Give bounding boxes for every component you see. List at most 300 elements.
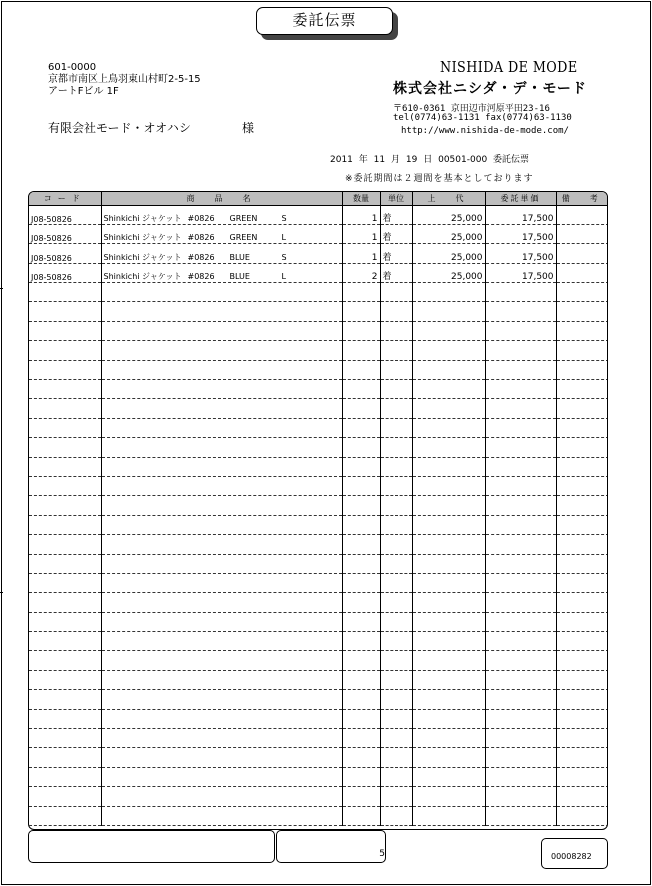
product-name: Shinkichi ジャケット (103, 252, 182, 262)
customer-postal: 601-0000 (48, 62, 97, 73)
empty-cell (29, 535, 101, 554)
company-name: 株式会社ニシダ・デ・モード (393, 81, 587, 97)
empty-cell (101, 612, 342, 631)
table-row-empty (29, 438, 608, 457)
cell-unit: 着 (380, 224, 412, 243)
empty-cell (101, 418, 342, 437)
empty-cell (556, 806, 608, 825)
product-model: #0826 (187, 252, 215, 262)
empty-cell (380, 632, 412, 651)
product-size: S (281, 252, 287, 262)
product-model: #0826 (187, 233, 215, 243)
slip-doc-number: 00501-000 (438, 155, 488, 165)
empty-cell (380, 748, 412, 767)
empty-cell (485, 418, 556, 437)
empty-cell (342, 632, 380, 651)
empty-cell (101, 787, 342, 806)
empty-cell (485, 709, 556, 728)
empty-cell (29, 321, 101, 340)
empty-cell (412, 399, 485, 418)
empty-cell (556, 573, 608, 592)
items-table (28, 191, 608, 830)
company-phone: tel(0774)63-1131 fax(0774)63-1130 (393, 113, 572, 123)
empty-cell (485, 729, 556, 748)
empty-cell (342, 806, 380, 825)
empty-cell (342, 360, 380, 379)
year-label: 年 (358, 155, 368, 165)
empty-cell (485, 496, 556, 515)
empty-cell (380, 360, 412, 379)
empty-cell (101, 806, 342, 825)
empty-cell (556, 767, 608, 786)
col-header-price: 委託単価 (485, 192, 556, 205)
empty-cell (342, 787, 380, 806)
empty-cell (101, 476, 342, 495)
cell-qty: 1 (342, 244, 380, 263)
empty-cell (29, 670, 101, 689)
empty-cell (412, 457, 485, 476)
empty-cell (101, 515, 342, 534)
empty-cell (342, 476, 380, 495)
table-row-empty (29, 748, 608, 767)
empty-cell (412, 670, 485, 689)
empty-cell (485, 380, 556, 399)
empty-cell (485, 748, 556, 767)
empty-cell (101, 554, 342, 573)
empty-cell (380, 418, 412, 437)
empty-cell (380, 283, 412, 302)
empty-cell (412, 612, 485, 631)
table-row-empty (29, 787, 608, 806)
empty-cell (342, 670, 380, 689)
empty-cell (29, 709, 101, 728)
empty-cell (412, 341, 485, 360)
empty-cell (485, 535, 556, 554)
cell-remarks (556, 224, 608, 243)
empty-cell (342, 380, 380, 399)
table-header-row (29, 192, 608, 205)
empty-cell (29, 748, 101, 767)
empty-cell (556, 476, 608, 495)
empty-cell (485, 787, 556, 806)
slip-date-line (330, 152, 529, 165)
product-color: GREEN (229, 213, 258, 223)
table-row-empty (29, 612, 608, 631)
empty-cell (101, 632, 342, 651)
empty-cell (556, 515, 608, 534)
punch-mark (0, 592, 3, 593)
cell-price: 17,500 (485, 263, 556, 282)
empty-cell (380, 612, 412, 631)
empty-cell (380, 302, 412, 321)
empty-cell (485, 476, 556, 495)
month-label: 月 (391, 155, 401, 165)
empty-cell (342, 399, 380, 418)
empty-cell (412, 632, 485, 651)
cell-remarks (556, 205, 608, 224)
empty-cell (412, 496, 485, 515)
empty-cell (380, 593, 412, 612)
empty-cell (101, 283, 342, 302)
footer-box-left (28, 830, 275, 863)
table-row (29, 205, 608, 224)
empty-cell (412, 573, 485, 592)
empty-cell (29, 729, 101, 748)
table-row-empty (29, 729, 608, 748)
empty-cell (412, 806, 485, 825)
empty-cell (556, 593, 608, 612)
punch-mark (0, 288, 3, 289)
empty-cell (101, 321, 342, 340)
brand-logo: NISHIDA DE MODE (440, 58, 578, 76)
empty-cell (342, 651, 380, 670)
empty-cell (485, 283, 556, 302)
empty-cell (380, 709, 412, 728)
empty-cell (29, 573, 101, 592)
empty-cell (29, 302, 101, 321)
empty-cell (29, 380, 101, 399)
empty-cell (342, 438, 380, 457)
product-model: #0826 (187, 213, 215, 223)
total-quantity: 5 (379, 849, 385, 859)
table-row-empty (29, 554, 608, 573)
cell-retail: 25,000 (412, 263, 485, 282)
empty-cell (485, 554, 556, 573)
empty-cell (485, 670, 556, 689)
empty-cell (342, 767, 380, 786)
empty-cell (101, 535, 342, 554)
cell-product (101, 205, 342, 224)
product-model: #0826 (187, 272, 215, 282)
empty-cell (556, 399, 608, 418)
empty-cell (101, 748, 342, 767)
empty-cell (556, 418, 608, 437)
empty-cell (342, 690, 380, 709)
table-row-empty (29, 515, 608, 534)
empty-cell (29, 767, 101, 786)
product-size: L (281, 272, 286, 282)
cell-retail: 25,000 (412, 224, 485, 243)
empty-cell (412, 438, 485, 457)
table-row-empty (29, 573, 608, 592)
empty-cell (412, 476, 485, 495)
empty-cell (380, 787, 412, 806)
empty-cell (556, 380, 608, 399)
empty-cell (412, 535, 485, 554)
cell-product (101, 224, 342, 243)
cell-code: J08-50826 (29, 205, 101, 224)
empty-cell (380, 476, 412, 495)
empty-cell (556, 321, 608, 340)
empty-cell (29, 554, 101, 573)
empty-cell (556, 496, 608, 515)
product-size: L (281, 233, 286, 243)
empty-cell (29, 787, 101, 806)
empty-cell (556, 302, 608, 321)
empty-cell (29, 806, 101, 825)
empty-cell (29, 283, 101, 302)
empty-cell (101, 767, 342, 786)
table-row-empty (29, 632, 608, 651)
empty-cell (29, 418, 101, 437)
cell-code: J08-50826 (29, 244, 101, 263)
empty-cell (380, 554, 412, 573)
empty-cell (412, 283, 485, 302)
empty-cell (485, 573, 556, 592)
empty-cell (412, 651, 485, 670)
empty-cell (556, 670, 608, 689)
empty-cell (556, 690, 608, 709)
empty-cell (380, 670, 412, 689)
empty-cell (485, 806, 556, 825)
empty-cell (412, 321, 485, 340)
cell-remarks (556, 244, 608, 263)
cell-unit: 着 (380, 263, 412, 282)
col-header-retail: 上 代 (412, 192, 485, 205)
empty-cell (556, 457, 608, 476)
empty-cell (342, 729, 380, 748)
table-row (29, 224, 608, 243)
cell-product (101, 263, 342, 282)
empty-cell (485, 767, 556, 786)
empty-cell (29, 690, 101, 709)
empty-cell (101, 457, 342, 476)
empty-cell (556, 438, 608, 457)
table-row-empty (29, 302, 608, 321)
empty-cell (29, 651, 101, 670)
customer-address-line1: 京都市南区上鳥羽東山村町2-5-15 (48, 74, 201, 85)
product-color: BLUE (229, 252, 250, 262)
cell-product (101, 244, 342, 263)
table-row-empty (29, 767, 608, 786)
table-row-empty (29, 360, 608, 379)
empty-cell (412, 709, 485, 728)
slip-doc-type: 委託伝票 (493, 155, 530, 165)
empty-cell (380, 690, 412, 709)
empty-cell (485, 302, 556, 321)
empty-cell (412, 515, 485, 534)
empty-cell (101, 341, 342, 360)
empty-cell (556, 787, 608, 806)
table-row-empty (29, 535, 608, 554)
table-row (29, 244, 608, 263)
empty-cell (412, 767, 485, 786)
footer-box-total (276, 830, 386, 863)
empty-cell (380, 438, 412, 457)
empty-cell (342, 709, 380, 728)
empty-cell (342, 321, 380, 340)
table-row-empty (29, 593, 608, 612)
cell-retail: 25,000 (412, 205, 485, 224)
slip-day: 19 (405, 155, 418, 165)
empty-cell (412, 302, 485, 321)
empty-cell (412, 593, 485, 612)
col-header-product: 商 品 名 (101, 192, 342, 205)
slip-year: 2011 (330, 155, 353, 165)
empty-cell (342, 283, 380, 302)
company-address: 〒610-0361 京田辺市河原平田23-16 (393, 104, 550, 114)
empty-cell (29, 341, 101, 360)
empty-cell (485, 341, 556, 360)
empty-cell (342, 341, 380, 360)
company-url: http://www.nishida-de-mode.com/ (401, 126, 569, 136)
empty-cell (556, 748, 608, 767)
slip-month: 11 (373, 155, 386, 165)
empty-cell (556, 283, 608, 302)
empty-cell (101, 670, 342, 689)
empty-cell (412, 380, 485, 399)
table-row-empty (29, 496, 608, 515)
table-row-empty (29, 651, 608, 670)
cell-price: 17,500 (485, 224, 556, 243)
cell-unit: 着 (380, 205, 412, 224)
day-label: 日 (423, 155, 433, 165)
empty-cell (29, 515, 101, 534)
empty-cell (380, 535, 412, 554)
empty-cell (380, 399, 412, 418)
empty-cell (101, 709, 342, 728)
cell-code: J08-50826 (29, 224, 101, 243)
empty-cell (101, 651, 342, 670)
empty-cell (342, 535, 380, 554)
empty-cell (29, 496, 101, 515)
customer-name: 有限会社モード・オオハシ (48, 121, 191, 135)
cell-code: J08-50826 (29, 263, 101, 282)
empty-cell (556, 612, 608, 631)
empty-cell (342, 554, 380, 573)
empty-cell (101, 593, 342, 612)
empty-cell (485, 690, 556, 709)
table-row-empty (29, 457, 608, 476)
empty-cell (29, 360, 101, 379)
empty-cell (101, 360, 342, 379)
empty-cell (485, 593, 556, 612)
empty-cell (29, 476, 101, 495)
cell-qty: 2 (342, 263, 380, 282)
table-row-empty (29, 321, 608, 340)
empty-cell (380, 651, 412, 670)
table-row-empty (29, 690, 608, 709)
empty-cell (342, 418, 380, 437)
empty-cell (101, 399, 342, 418)
empty-cell (485, 399, 556, 418)
table-row-empty (29, 476, 608, 495)
empty-cell (412, 360, 485, 379)
table-row-empty (29, 806, 608, 825)
empty-cell (101, 690, 342, 709)
empty-cell (556, 632, 608, 651)
empty-cell (380, 321, 412, 340)
slip-number: 00008282 (551, 852, 592, 861)
cell-price: 17,500 (485, 244, 556, 263)
cell-qty: 1 (342, 205, 380, 224)
empty-cell (29, 632, 101, 651)
product-color: GREEN (229, 233, 258, 243)
empty-cell (412, 418, 485, 437)
empty-cell (485, 457, 556, 476)
empty-cell (342, 748, 380, 767)
table-row-empty (29, 283, 608, 302)
empty-cell (380, 341, 412, 360)
empty-cell (380, 457, 412, 476)
empty-cell (412, 729, 485, 748)
empty-cell (380, 496, 412, 515)
empty-cell (342, 593, 380, 612)
cell-unit: 着 (380, 244, 412, 263)
empty-cell (101, 729, 342, 748)
product-color: BLUE (229, 272, 250, 282)
empty-cell (380, 767, 412, 786)
product-size: S (281, 213, 287, 223)
empty-cell (380, 729, 412, 748)
empty-cell (412, 690, 485, 709)
empty-cell (342, 573, 380, 592)
product-name: Shinkichi ジャケット (103, 233, 182, 243)
empty-cell (412, 787, 485, 806)
table-row-empty (29, 380, 608, 399)
empty-cell (101, 380, 342, 399)
product-name: Shinkichi ジャケット (103, 272, 182, 282)
product-name: Shinkichi ジャケット (103, 213, 182, 223)
table-row-empty (29, 418, 608, 437)
col-header-qty: 数量 (342, 192, 380, 205)
table-row-empty (29, 399, 608, 418)
table-row-empty (29, 341, 608, 360)
slip-title: 委託伝票 (256, 7, 393, 35)
cell-qty: 1 (342, 224, 380, 243)
customer-address-line2: アートFビル 1F (48, 86, 119, 97)
empty-cell (556, 709, 608, 728)
empty-cell (380, 806, 412, 825)
empty-cell (380, 380, 412, 399)
empty-cell (412, 748, 485, 767)
empty-cell (101, 496, 342, 515)
empty-cell (412, 554, 485, 573)
empty-cell (556, 729, 608, 748)
empty-cell (380, 573, 412, 592)
empty-cell (29, 438, 101, 457)
empty-cell (556, 554, 608, 573)
cell-price: 17,500 (485, 205, 556, 224)
table-row-empty (29, 709, 608, 728)
empty-cell (342, 496, 380, 515)
empty-cell (101, 302, 342, 321)
empty-cell (380, 515, 412, 534)
empty-cell (29, 612, 101, 631)
empty-cell (485, 612, 556, 631)
table-row (29, 263, 608, 282)
empty-cell (29, 399, 101, 418)
empty-cell (485, 632, 556, 651)
empty-cell (485, 321, 556, 340)
cell-remarks (556, 263, 608, 282)
empty-cell (101, 438, 342, 457)
col-header-code: コード (29, 192, 101, 205)
empty-cell (29, 593, 101, 612)
cell-retail: 25,000 (412, 244, 485, 263)
table-row-empty (29, 670, 608, 689)
empty-cell (342, 515, 380, 534)
col-header-unit: 単位 (380, 192, 412, 205)
empty-cell (342, 302, 380, 321)
empty-cell (342, 457, 380, 476)
empty-cell (485, 651, 556, 670)
empty-cell (485, 515, 556, 534)
empty-cell (485, 438, 556, 457)
empty-cell (556, 535, 608, 554)
empty-cell (101, 573, 342, 592)
empty-cell (556, 360, 608, 379)
